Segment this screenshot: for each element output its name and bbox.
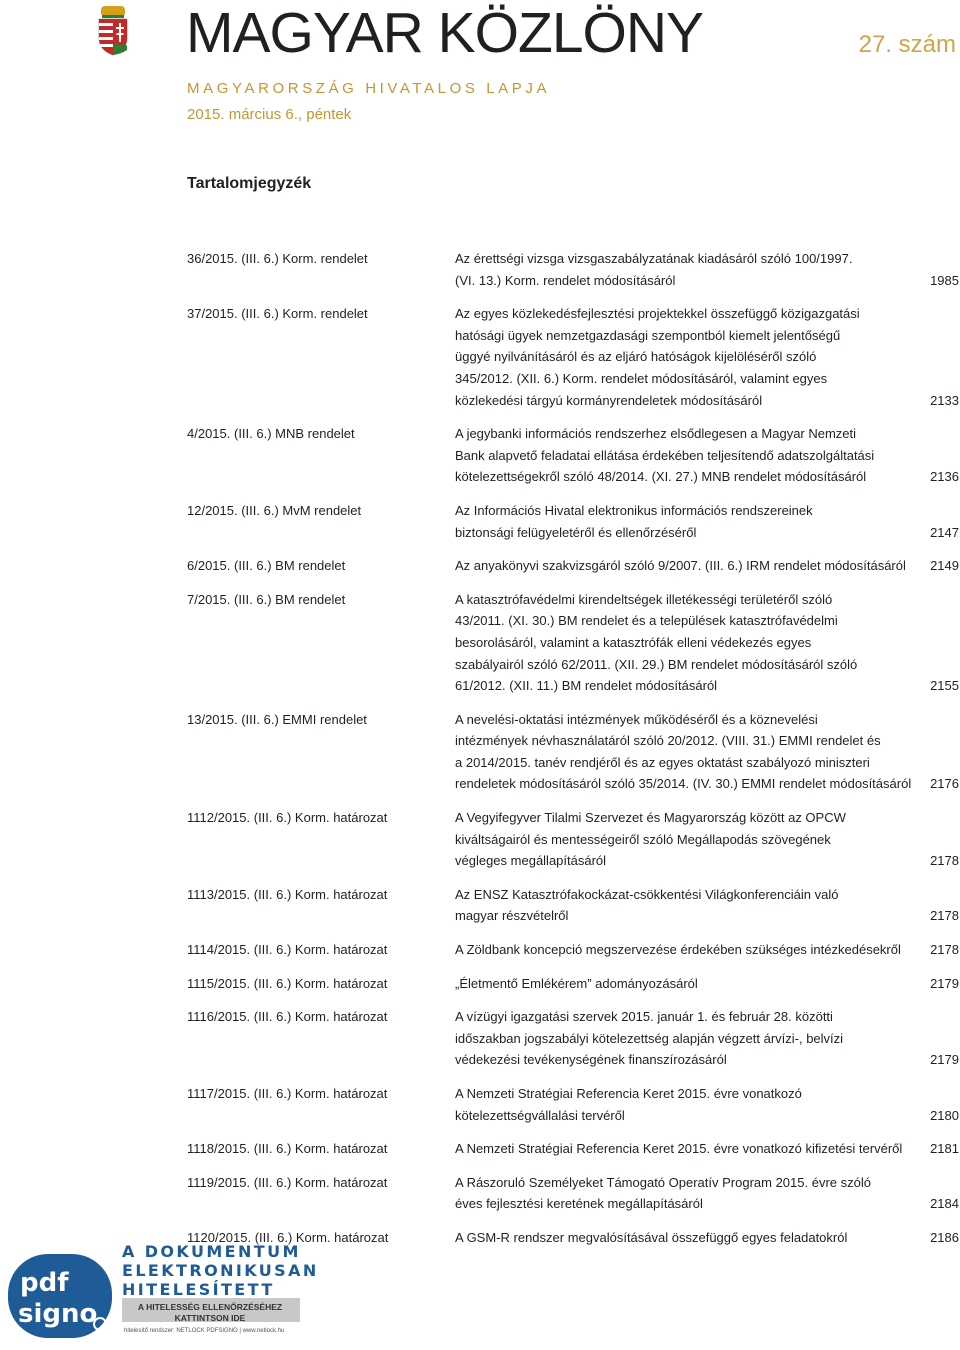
toc-entry-description-line: A Zöldbank koncepció megszervezése érdekében szükséges intézkedésekről: [455, 942, 901, 958]
toc-entry[interactable]: [187, 248, 959, 291]
toc-entry-description-line: Az érettségi vizsga vizsgaszabályzatának kiadásáról szóló 100/1997.: [455, 251, 853, 266]
toc-entry-description-line: A GSM-R rendszer megvalósításával összefüggő egyes feladatokról: [455, 1229, 848, 1245]
toc-entry-description-line: hatósági ügyek nemzetgazdasági szempontból kiemelt jelentőségű: [455, 327, 841, 343]
toc-entry-reference: 4/2015. (III. 6.) MNB rendelet: [187, 426, 355, 442]
toc-entry-description: [455, 303, 959, 411]
toc-entry-description: [455, 1083, 959, 1126]
coat-of-arms-icon: [96, 6, 130, 56]
toc-entry-description-line: kiváltságairól és mentességeiről szóló Megállapodás szövegének: [455, 831, 831, 847]
toc-entry-description-line: A nevelési-oktatási intézmények működéséről és a köznevelési: [455, 711, 818, 727]
toc-entry-description: [455, 1227, 959, 1249]
toc-entry-description-line: üggyé nyilvánításáról és az eljáró hatóságok kijelöléséről szóló: [455, 349, 817, 365]
toc-entry-page-number: 2136: [930, 469, 959, 485]
toc-entry-description-line: (VI. 13.) Korm. rendelet módosításáról: [455, 272, 676, 288]
toc-entry-description: [455, 589, 959, 697]
toc-entry[interactable]: [187, 555, 959, 577]
toc-entry-page-number: 2178: [930, 942, 959, 958]
toc-entry-reference: 7/2015. (III. 6.) BM rendelet: [187, 591, 346, 607]
seal-footer: hitelesítő rendszer: NETLOCK PDFSIGNO | www.netlock.hu: [124, 1328, 285, 1334]
toc-entry-page-number: 2179: [930, 975, 959, 991]
toc-entry-description-line: Az Információs Hivatal elektronikus információs rendszereinek: [455, 502, 813, 518]
toc-entry-page-number: 2181: [930, 1141, 959, 1157]
toc-entry-description-line: A Nemzeti Stratégiai Referencia Keret 2015. évre vonatkozó kifizetési tervéről: [455, 1141, 903, 1157]
toc-entry-page-number: 2184: [930, 1196, 959, 1212]
toc-entry-description-line: A jegybanki információs rendszerhez elsődlegesen a Magyar Nemzeti: [455, 426, 857, 442]
table-of-contents: [187, 248, 959, 1249]
toc-entry-reference: 36/2015. (III. 6.) Korm. rendelet: [187, 251, 368, 266]
toc-entry-reference: 12/2015. (III. 6.) MvM rendelet: [187, 502, 362, 518]
toc-entry[interactable]: [187, 500, 959, 543]
toc-entry-reference: 1113/2015. (III. 6.) Korm. határozat: [187, 886, 388, 902]
journal-title: MAGYAR KÖZLÖNY: [186, 1, 704, 65]
toc-entry-description: [455, 973, 959, 995]
toc-entry-description-line: a 2014/2015. tanév rendjéről és az egyes oktatást szabályozó miniszteri: [455, 754, 870, 770]
toc-entry-description-line: A vízügyi igazgatási szervek 2015. január 1. és február 28. közötti: [455, 1009, 833, 1025]
toc-entry-page-number: 2176: [930, 776, 959, 792]
toc-entry-description-line: 43/2011. (XI. 30.) BM rendelet és a települések katasztrófavédelmi: [455, 613, 838, 629]
toc-entry[interactable]: [187, 423, 959, 488]
seal-title-line-3: HITELESÍTETT: [122, 1280, 275, 1299]
toc-entry[interactable]: [187, 1172, 959, 1215]
toc-entry[interactable]: [187, 1138, 959, 1160]
toc-entry-reference: 13/2015. (III. 6.) EMMI rendelet: [187, 711, 367, 727]
toc-entry[interactable]: [187, 884, 959, 927]
verify-authenticity-link[interactable]: [124, 1302, 296, 1324]
signature-banner[interactable]: [4, 1236, 319, 1350]
toc-entry-description: [455, 939, 959, 961]
toc-entry-reference: 1117/2015. (III. 6.) Korm. határozat: [187, 1086, 388, 1101]
journal-subtitle: MAGYARORSZÁG HIVATALOS LAPJA: [187, 80, 551, 97]
toc-entry-description: [455, 1172, 959, 1215]
toc-heading: Tartalomjegyzék: [187, 175, 312, 192]
toc-entry-description: [455, 709, 959, 795]
toc-entry-description-line: Az ENSZ Katasztrófakockázat-csökkentési Világkonferenciáin való: [455, 886, 839, 902]
toc-entry-page-number: 2149: [930, 558, 959, 574]
toc-entry-description-line: Az egyes közlekedésfejlesztési projektekkel összefüggő közigazgatási: [455, 306, 860, 322]
toc-entry-description: [455, 500, 959, 543]
toc-entry[interactable]: [187, 807, 959, 872]
toc-entry-page-number: 2180: [930, 1107, 959, 1123]
toc-entry[interactable]: [187, 1006, 959, 1071]
toc-entry[interactable]: [187, 939, 959, 961]
toc-entry-description-line: 345/2012. (XII. 6.) Korm. rendelet módosításáról, valamint egyes: [455, 370, 828, 386]
toc-entry-description-line: „Életmentő Emlékérem” adományozásáról: [455, 975, 698, 991]
issue-date: 2015. március 6., péntek: [187, 106, 352, 123]
seal-cta-line-1: A HITELESSÉG ELLENŐRZÉSÉHEZ: [137, 1302, 283, 1312]
toc-entry-description-line: magyar részvételről: [455, 908, 569, 924]
toc-entry-description-line: A Nemzeti Stratégiai Referencia Keret 2015. évre vonatkozó: [455, 1086, 802, 1101]
toc-entry-description: [455, 1006, 959, 1071]
toc-entry-page-number: 2147: [930, 524, 959, 540]
pdf-signo-logo-text: pdf: [20, 1268, 69, 1298]
toc-entry-description: [455, 555, 959, 577]
toc-entry-description-line: Az anyakönyvi szakvizsgáról szóló 9/2007. (III. 6.) IRM rendelet módosításáról: [455, 558, 906, 574]
toc-entry-description-line: kötelezettségvállalási tervéről: [455, 1107, 625, 1123]
toc-entry[interactable]: [187, 973, 959, 995]
toc-entry-page-number: 1985: [930, 272, 959, 288]
toc-entry-description: [455, 1138, 959, 1160]
toc-entry-description-line: biztonsági felügyeletéről és ellenőrzéséről: [455, 524, 697, 540]
toc-entry-page-number: 2133: [930, 392, 959, 408]
toc-entry[interactable]: [187, 303, 959, 411]
pdf-signo-logo-text-2: signo: [18, 1299, 98, 1329]
toc-entry-description-line: Bank alapvető feladatai ellátása érdekében teljesítendő adatszolgáltatási: [455, 447, 875, 463]
toc-entry-reference: 1112/2015. (III. 6.) Korm. határozat: [187, 810, 388, 826]
toc-entry-description: [455, 884, 959, 927]
toc-entry[interactable]: [187, 709, 959, 795]
toc-entry-description: [455, 807, 959, 872]
toc-entry-description: [455, 248, 959, 291]
toc-entry-reference: 6/2015. (III. 6.) BM rendelet: [187, 558, 346, 574]
toc-entry-description-line: intézmények névhasználatáról szóló 20/2012. (VIII. 31.) EMMI rendelet és: [455, 733, 881, 749]
seal-title: [122, 1242, 319, 1299]
toc-entry-description-line: szabályairól szóló 62/2011. (XII. 29.) BM rendelet módosításáról szóló: [455, 656, 858, 672]
toc-entry-description-line: közlekedési tárgyú kormányrendeletek módosításáról: [455, 392, 763, 408]
toc-entry-description-line: végleges megállapításáról: [455, 853, 607, 869]
toc-entry-description-line: kötelezettségekről szóló 48/2014. (XI. 27.) MNB rendelet módosításáról: [455, 469, 867, 485]
seal-cta-line-2: KATTINTSON IDE: [174, 1313, 246, 1323]
toc-entry-page-number: 2186: [930, 1229, 959, 1245]
seal-title-line-2: ELEKTRONIKUSAN: [122, 1261, 319, 1280]
toc-entry-reference: 37/2015. (III. 6.) Korm. rendelet: [187, 306, 368, 322]
toc-entry-reference: 1116/2015. (III. 6.) Korm. határozat: [187, 1009, 388, 1025]
toc-entry-description-line: A Vegyifegyver Tilalmi Szervezet és Magyarország között az OPCW: [455, 810, 846, 826]
toc-entry-reference: 1119/2015. (III. 6.) Korm. határozat: [187, 1174, 388, 1190]
toc-entry-page-number: 2178: [930, 853, 959, 869]
issue-number: 27. szám: [858, 31, 956, 58]
toc-entry-description-line: 61/2012. (XII. 11.) BM rendelet módosításáról: [455, 678, 718, 694]
toc-entry-reference: 1115/2015. (III. 6.) Korm. határozat: [187, 975, 388, 991]
toc-entry-page-number: 2155: [930, 678, 959, 694]
toc-entry[interactable]: [187, 1083, 959, 1126]
toc-entry[interactable]: [187, 589, 959, 697]
toc-entry-reference: 1114/2015. (III. 6.) Korm. határozat: [187, 942, 388, 958]
seal-title-line-1: A DOKUMENTUM: [122, 1242, 301, 1261]
toc-entry-description-line: A Rászoruló Személyeket Támogató Operatív Program 2015. évre szóló: [455, 1174, 871, 1190]
toc-entry-reference: 1120/2015. (III. 6.) Korm. határozat: [187, 1229, 389, 1245]
toc-entry-reference: 1118/2015. (III. 6.) Korm. határozat: [187, 1141, 388, 1157]
toc-entry-description-line: éves fejlesztési keretének megállapításáról: [455, 1196, 703, 1212]
toc-entry-description-line: időszakban jogszabályi kötelezettség alapján végzett árvízi-, belvízi: [455, 1030, 844, 1046]
toc-entry-page-number: 2178: [930, 908, 959, 924]
toc-entry-description-line: A katasztrófavédelmi kirendeltségek illetékességi területéről szóló: [455, 591, 833, 607]
toc-entry-description-line: védekezési tevékenységének finanszírozásáról: [455, 1052, 727, 1068]
toc-entry-description-line: besorolásáról, valamint a katasztrófák elleni védekezés egyes: [455, 634, 812, 650]
toc-entry-description: [455, 423, 959, 488]
toc-entry-description-line: rendeletek módosításáról szóló 35/2014. (IV. 30.) EMMI rendelet módosításáról: [455, 776, 912, 792]
toc-entry-page-number: 2179: [930, 1052, 959, 1068]
